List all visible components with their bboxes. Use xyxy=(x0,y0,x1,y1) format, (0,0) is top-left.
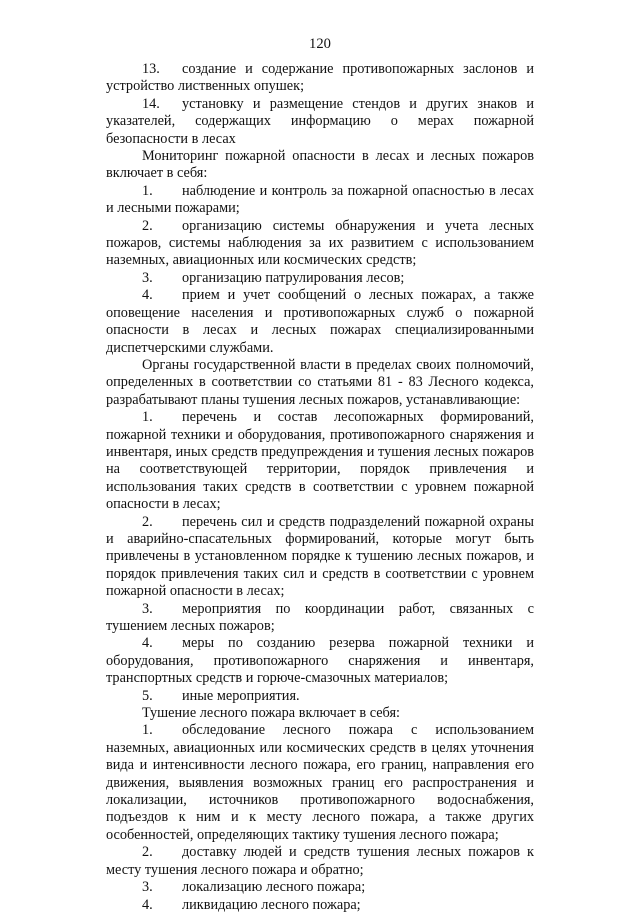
paragraph-suppression-item-1 xyxy=(106,722,534,844)
item-number: 1. xyxy=(142,182,153,199)
paragraph-text: наблюдение и контроль за пожарной опасностью в лесах и лесными пожарами; xyxy=(106,182,534,217)
item-number: 2. xyxy=(142,844,153,861)
paragraph-plans-item-2 xyxy=(106,514,534,601)
paragraph-monitoring-intro xyxy=(106,148,534,183)
paragraph-text: Органы государственной власти в пределах своих полномочий, определенных в соответствии со статьями 81 - 83 Лесного кодекса, разрабатывают планы тушения лесных пожаров, устанавливающие: xyxy=(106,356,534,408)
paragraph-text: организацию системы обнаружения и учета лесных пожаров, системы наблюдения за их развитием с использованием наземных, авиационных или космических средств; xyxy=(106,217,534,269)
item-number: 2. xyxy=(142,217,153,234)
paragraph-item-14 xyxy=(106,96,534,148)
paragraph-text: прием и учет сообщений о лесных пожарах, а также оповещение населения и противопожарных служб о пожарной опасности в лесах и лесных пожарах специализированными диспетчерскими службами. xyxy=(106,287,534,356)
paragraph-text: доставку людей и средств тушения лесных пожаров к месту тушения лесного пожара и обратно; xyxy=(106,844,534,878)
paragraph-plans-intro xyxy=(106,357,534,409)
paragraph-text: локализацию лесного пожара; xyxy=(182,879,366,896)
item-number: 2. xyxy=(142,513,153,530)
item-number: 3. xyxy=(142,600,153,617)
paragraph-monitoring-item-2 xyxy=(106,218,534,270)
paragraph-suppression-intro xyxy=(106,705,534,722)
item-number: 1. xyxy=(142,722,153,739)
paragraph-plans-item-4 xyxy=(106,635,534,687)
item-number: 4. xyxy=(142,635,153,652)
paragraph-suppression-item-3 xyxy=(106,879,534,896)
paragraph-plans-item-1 xyxy=(106,409,534,513)
paragraph-suppression-item-4 xyxy=(106,897,534,914)
paragraph-text: иные мероприятия. xyxy=(182,687,300,704)
page-number: 120 xyxy=(309,36,331,52)
item-number: 13. xyxy=(142,61,160,77)
paragraph-text: обследование лесного пожара с использованием наземных, авиационных или космических средств в целях уточнения вида и интенсивности лесного пожара, его границ, направления его движения, выявления возможных границ его распространения и локализации, источников противопожарного водоснабжения, подъездов к ним и к месту лесного пожара, а также других особенностей, определяющих тактику тушения лесного пожара; xyxy=(106,722,534,843)
document-body xyxy=(106,61,534,914)
paragraph-text: организацию патрулирования лесов; xyxy=(182,269,405,286)
paragraph-monitoring-item-1 xyxy=(106,183,534,218)
item-number: 5. xyxy=(142,687,153,704)
paragraph-text: перечень и состав лесопожарных формирований, пожарной техники и оборудования, противопожарного снаряжения и инвентаря, иных средств предупреждения и тушения лесных пожаров на соответствующей территории, порядок привлечения и использования таких средств в соответствии с уровнем пожарной опасности в лесах; xyxy=(106,409,534,513)
paragraph-text: перечень сил и средств подразделений пожарной охраны и аварийно-спасательных формирований, которые могут быть привлечены в установленном порядке к тушению лесных пожаров, и порядок привлечения таких сил и средств в соответствии с уровнем пожарной опасности в лесах; xyxy=(106,513,534,600)
paragraph-text: создание и содержание противопожарных заслонов и устройство лиственных опушек; xyxy=(106,61,534,95)
paragraph-item-13 xyxy=(106,61,534,96)
paragraph-monitoring-item-4 xyxy=(106,287,534,357)
item-number: 1. xyxy=(142,409,153,426)
paragraph-monitoring-item-3 xyxy=(106,270,534,287)
item-number: 3. xyxy=(142,879,153,896)
paragraph-suppression-item-2 xyxy=(106,844,534,879)
item-number: 4. xyxy=(142,287,153,304)
item-number: 14. xyxy=(142,95,160,112)
item-number: 3. xyxy=(142,269,153,286)
paragraph-plans-item-3 xyxy=(106,601,534,636)
paragraph-text: ликвидацию лесного пожара; xyxy=(182,896,361,913)
paragraph-text: мероприятия по координации работ, связанных с тушением лесных пожаров; xyxy=(106,600,534,634)
paragraph-text: установку и размещение стендов и других знаков и указателей, содержащих информацию о мерах пожарной безопасности в лесах xyxy=(106,95,534,147)
item-number: 4. xyxy=(142,896,153,913)
paragraph-text: меры по созданию резерва пожарной техники и оборудования, противопожарного снаряжения и инвентаря, транспортных средств и горюче-смазочных материалов; xyxy=(106,635,534,687)
paragraph-text: Тушение лесного пожара включает в себя: xyxy=(142,705,401,722)
paragraph-plans-item-5 xyxy=(106,688,534,705)
paragraph-text: Мониторинг пожарной опасности в лесах и лесных пожаров включает в себя: xyxy=(106,148,534,182)
